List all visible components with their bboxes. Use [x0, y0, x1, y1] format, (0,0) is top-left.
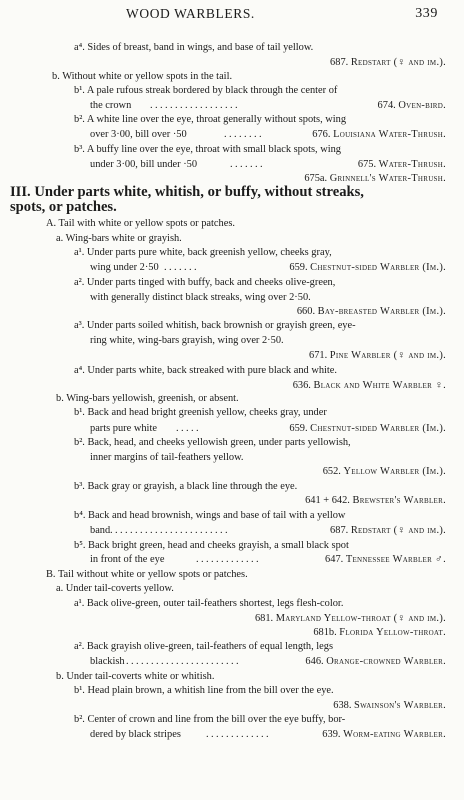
- key-line-text: parts pure white: [90, 423, 157, 434]
- key-line: [0, 260, 464, 275]
- key-line-text: a⁴. Sides of breast, band in wings, and base of tail yellow.: [74, 42, 314, 53]
- key-line: [0, 611, 464, 626]
- key-line-text: dered by black stripes: [90, 729, 181, 740]
- species-reference: 638. Swainson's Warbler.: [333, 700, 446, 711]
- species-reference: 659. Chestnut-sided Warbler (Im.).: [289, 423, 446, 434]
- key-line: [0, 348, 464, 363]
- species-reference: 659. Chestnut-sided Warbler (Im.).: [289, 262, 446, 273]
- species-reference: 674. Oven-bird.: [377, 100, 446, 111]
- species-reference: 639. Worm-eating Warbler.: [322, 729, 446, 740]
- species-reference: 675. Water-Thrush.: [357, 159, 446, 170]
- key-line-text: a⁴. Under parts white, back streaked with pure black and white.: [74, 365, 338, 376]
- key-line-text: b¹. A pale rufous streak bordered by black through the center of: [74, 85, 338, 96]
- key-line-text: b¹. Head plain brown, a whitish line from the bill over the eye.: [74, 685, 334, 696]
- dot-leader: ..................: [150, 100, 240, 111]
- key-line-text: b². Back, head, and cheeks yellowish green, under parts yellowish,: [74, 437, 351, 448]
- key-line: [0, 304, 464, 319]
- key-line-text: blackish: [90, 656, 125, 667]
- key-line-text: in front of the eye: [90, 554, 165, 565]
- dot-leader: ........................: [110, 525, 230, 536]
- key-line-text: b. Wing-bars yellowish, greenish, or absent.: [56, 393, 239, 404]
- key-line: [0, 450, 464, 465]
- key-line: [0, 127, 464, 142]
- key-line-text: band: [90, 525, 111, 536]
- key-line: [0, 567, 464, 582]
- key-line-text: b¹. Back and head bright greenish yellow, cheeks gray, under: [74, 407, 327, 418]
- key-line: [0, 421, 464, 436]
- dot-leader: .......: [230, 159, 265, 170]
- dot-leader: .....: [176, 423, 201, 434]
- key-line-text: b. Under tail-coverts white or whitish.: [56, 671, 215, 682]
- key-line-text: under 3·00, bill under ·50: [90, 159, 198, 170]
- key-line-text: b². A white line over the eye, throat generally without spots, wing: [74, 114, 347, 125]
- species-reference: 671. Pine Warbler (♀ and im.).: [309, 350, 446, 361]
- key-line: [0, 157, 464, 172]
- key-line-text: the crown: [90, 100, 132, 111]
- dot-leader: .............: [196, 554, 261, 565]
- key-line: [0, 112, 464, 127]
- key-line: [0, 596, 464, 611]
- key-line: [0, 318, 464, 333]
- key-line: [0, 523, 464, 538]
- key-line-text: b⁵. Back bright green, head and cheeks grayish, a small black spot: [74, 540, 349, 551]
- key-line: [0, 363, 464, 378]
- species-reference: 660. Bay-breasted Warbler (Im.).: [296, 306, 446, 317]
- species-reference: 687. Redstart (♀ and im.).: [330, 525, 446, 536]
- key-line: [0, 712, 464, 727]
- species-reference: 641 + 642. Brewster's Warbler.: [305, 495, 446, 506]
- key-line: [0, 625, 464, 640]
- key-line: [0, 435, 464, 450]
- key-line-text: a². Under parts tinged with buffy, back and cheeks olive-green,: [74, 277, 336, 288]
- key-line: [0, 493, 464, 508]
- key-line-text: B. Tail without white or yellow spots or patches.: [46, 569, 248, 580]
- key-line-text: a³. Under parts soiled whitish, back brownish or grayish green, eye-: [74, 320, 356, 331]
- key-line-text: a². Back grayish olive-green, tail-feathers of equal length, legs: [74, 641, 334, 652]
- key-line-text: b³. A buffy line over the eye, throat with small black spots, wing: [74, 144, 341, 155]
- key-line: [0, 479, 464, 494]
- key-line-text: b². Center of crown and line from the bill over the eye buffy, bor-: [74, 714, 346, 725]
- key-line-text: a. Wing-bars white or grayish.: [56, 233, 182, 244]
- key-line: [0, 245, 464, 260]
- key-line: [0, 83, 464, 98]
- key-line-text: a. Under tail-coverts yellow.: [56, 583, 174, 594]
- key-line: [0, 581, 464, 596]
- key-line: [0, 333, 464, 348]
- species-reference: 676. Louisiana Water-Thrush.: [312, 129, 446, 140]
- key-line-text: b⁴. Back and head brownish, wings and base of tail with a yellow: [74, 510, 346, 521]
- key-line: [0, 698, 464, 713]
- key-line-text: a¹. Back olive-green, outer tail-feathers shortest, legs flesh-color.: [74, 598, 344, 609]
- key-line: [0, 142, 464, 157]
- key-line: [0, 538, 464, 553]
- key-line: [0, 275, 464, 290]
- key-line: [0, 464, 464, 479]
- key-line: [0, 405, 464, 420]
- species-reference: 681b. Florida Yellow-throat.: [313, 627, 446, 638]
- species-reference: 647. Tennessee Warbler ♂.: [325, 554, 446, 565]
- dot-leader: .............: [206, 729, 271, 740]
- key-line-text: b³. Back gray or grayish, a black line through the eye.: [74, 481, 298, 492]
- species-reference: 681. Maryland Yellow-throat (♀ and im.).: [254, 613, 446, 624]
- section-heading-line: III. Under parts white, whitish, or buffy, without streaks,: [10, 184, 364, 200]
- species-reference: 636. Black and White Warbler ♀.: [292, 380, 446, 391]
- key-line: [0, 669, 464, 684]
- key-line-text: wing under 2·50: [90, 262, 159, 273]
- page-number: 339: [415, 6, 438, 21]
- dot-leader: .......................: [126, 656, 241, 667]
- section-heading-line: spots, or patches.: [10, 199, 117, 215]
- key-line: [0, 552, 464, 567]
- key-line: [0, 98, 464, 113]
- key-line: [0, 639, 464, 654]
- dot-leader: ........: [224, 129, 264, 140]
- species-reference: 652. Yellow Warbler (Im.).: [322, 466, 446, 477]
- running-header: [0, 6, 464, 26]
- key-line: [0, 391, 464, 406]
- key-line-text: over 3·00, bill over ·50: [90, 129, 187, 140]
- key-line: [0, 654, 464, 669]
- species-reference: 687. Redstart (♀ and im.).: [330, 57, 446, 68]
- key-line: [0, 683, 464, 698]
- running-title: WOOD WARBLERS.: [126, 6, 255, 21]
- key-line: [0, 69, 464, 84]
- key-line-text: with generally distinct black streaks, wing over 2·50.: [90, 292, 311, 303]
- key-line-text: ring white, wing-bars grayish, wing over 2·50.: [90, 335, 284, 346]
- key-line: [0, 40, 464, 55]
- key-line: [0, 231, 464, 246]
- species-reference: 646. Orange-crowned Warbler.: [305, 656, 446, 667]
- key-line-text: a¹. Under parts pure white, back greenish yellow, cheeks gray,: [74, 247, 332, 258]
- species-reference: 675a. Grinnell's Water-Thrush.: [304, 173, 446, 184]
- key-line-text: inner margins of tail-feathers yellow.: [90, 452, 244, 463]
- key-line: [0, 508, 464, 523]
- key-line: [0, 727, 464, 742]
- key-line: [0, 290, 464, 305]
- key-line: [0, 216, 464, 231]
- key-line-text: b. Without white or yellow spots in the tail.: [52, 71, 233, 82]
- key-line: [0, 55, 464, 70]
- key-line-text: A. Tail with white or yellow spots or patches.: [46, 218, 235, 229]
- dot-leader: .......: [164, 262, 199, 273]
